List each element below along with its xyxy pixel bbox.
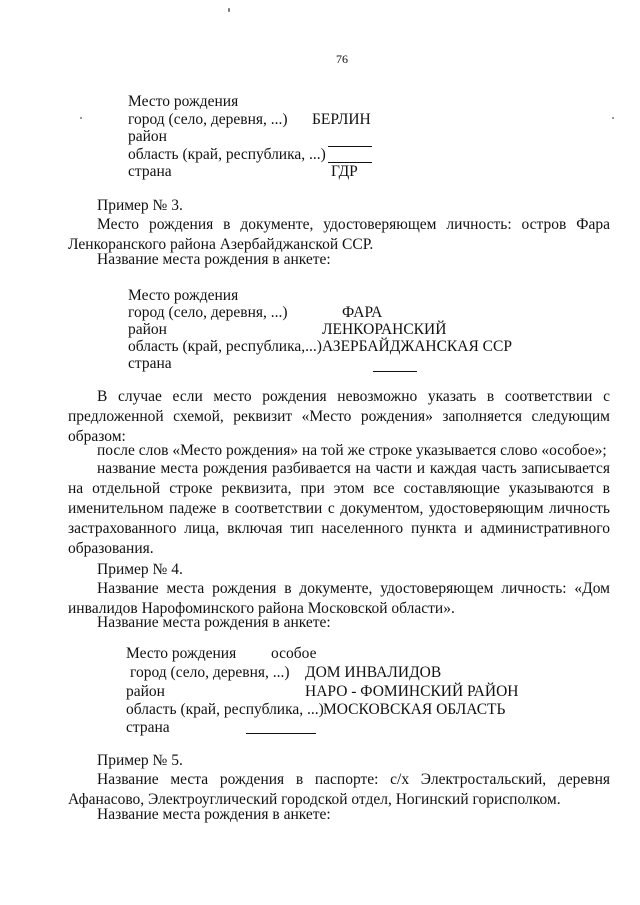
scan-speck: [228, 8, 230, 12]
example4-doc-text: Название места рождения в документе, удостоверяющем личность: «Дом инвалидов Нарофоминского района Московской области».: [68, 580, 610, 617]
rules-paragraph-3: название места рождения разбивается на части и каждая часть записывается на отдельной строке реквизита, при этом все составляющие указываются в именительном падеже в соответствии с документом, удостоверяющим личность застрахованного лица, включая тип населенного пункта и административного образования.: [68, 460, 610, 557]
example4-city-value: ДОМ ИНВАЛИДОВ: [305, 664, 442, 681]
example4-district-value: НАРО - ФОМИНСКИЙ РАЙОН: [305, 683, 519, 700]
example3-title: Пример № 3.: [97, 197, 183, 214]
example4-district-label: район: [126, 683, 165, 700]
block1-country-value: ГДР: [331, 163, 358, 180]
block1-heading: Место рождения: [128, 93, 239, 110]
example3-city-label: город (село, деревня, ...): [128, 304, 288, 321]
block1-city-value: БЕРЛИН: [312, 111, 371, 128]
scan-speck: [80, 117, 82, 119]
example5-form-caption: Название места рождения в анкете:: [97, 806, 331, 823]
example4-special-word: особое: [271, 645, 317, 662]
block1-country-label: страна: [128, 163, 172, 180]
block1-city-label: город (село, деревня, ...): [128, 111, 288, 128]
example4-country-blank: [246, 733, 316, 734]
example4-heading: Место рождения: [126, 645, 237, 662]
example4-form-caption: Название места рождения в анкете:: [97, 614, 331, 631]
example4-region-value: МОСКОВСКАЯ ОБЛАСТЬ: [323, 701, 506, 718]
block1-region-label: область (край, республика, ...): [128, 146, 326, 163]
example3-heading: Место рождения: [128, 287, 239, 304]
example5-title: Пример № 5.: [97, 752, 183, 769]
block1-district-label: район: [128, 128, 167, 145]
example5-doc-text: Название места рождения в паспорте: с/х Электростальский, деревня Афанасово, Электроуглический городской отдел, Ногинский горисполком.: [68, 771, 610, 808]
example4-country-label: страна: [126, 719, 170, 736]
block1-district-blank: [328, 146, 372, 147]
example3-doc-text: Место рождения в документе, удостоверяющем личность: остров Фара Ленкоранского района Азербайджанской ССР.: [68, 216, 610, 253]
example3-country-blank: [373, 371, 417, 372]
example3-district-label: район: [128, 321, 167, 338]
example4-title: Пример № 4.: [97, 561, 183, 578]
example3-country-label: страна: [128, 355, 172, 372]
example3-city-value: ФАРА: [342, 304, 383, 321]
rules-paragraph-2: после слов «Место рождения» на той же строке указывается слово «особое»;: [97, 442, 607, 459]
example4-region-label: область (край, республика, ...): [126, 701, 324, 718]
example4-city-label: город (село, деревня, ...): [130, 664, 290, 681]
rules-paragraph-1: В случае если место рождения невозможно указать в соответствии с предложенной схемой, реквизит «Место рождения» заполняется следующим образом:: [68, 388, 610, 445]
scan-speck: [612, 117, 614, 119]
example3-form-caption: Название места рождения в анкете:: [97, 251, 331, 268]
example3-district-value: ЛЕНКОРАНСКИЙ: [322, 321, 447, 338]
example3-region-label: область (край, республика,...): [128, 338, 322, 355]
example3-region-value: АЗЕРБАЙДЖАНСКАЯ ССР: [322, 338, 512, 355]
page-number: 76: [336, 52, 348, 66]
